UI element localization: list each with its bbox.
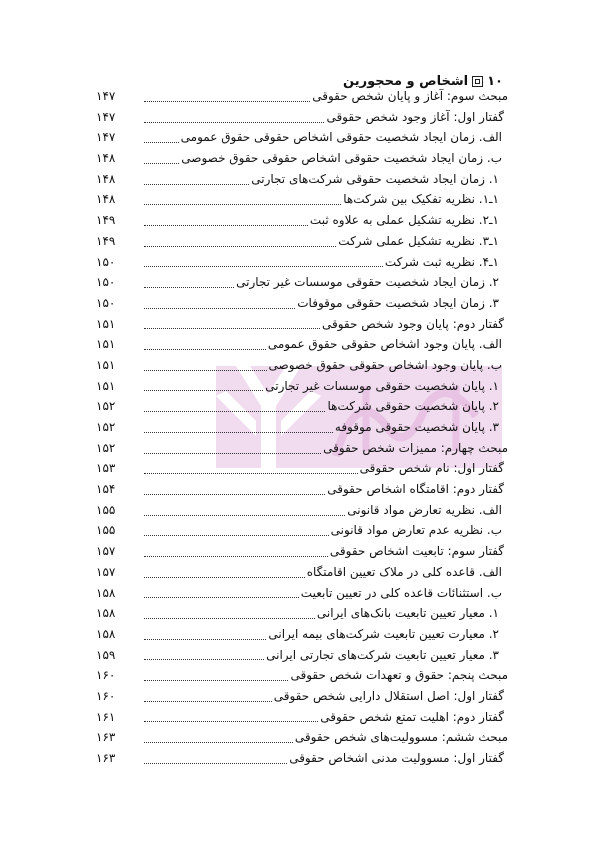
toc-entry-title: ۳. پایان شخصیت حقوقی موقوفه	[334, 420, 499, 434]
dot-leader	[144, 142, 179, 143]
toc-entry-title: ۱. پایان شخصیت حقوقی موسسات غیر تجارتی	[265, 378, 499, 393]
dot-leader	[144, 266, 383, 267]
toc-entry[interactable]	[96, 417, 508, 438]
toc-entry-page: ۱۴۷	[96, 109, 116, 124]
toc-entry-title: الف. قاعده کلی در ملاک تعیین اقامتگاه	[306, 564, 502, 579]
toc-entry-title: ۲. زمان ایجاد شخصیت حقوقی موسسات غیر تجارتی	[236, 275, 499, 290]
toc-entry-title: گفتار دوم: اقامتگاه اشخاص حقوقی	[327, 482, 504, 497]
toc-entry-title: گفتار سوم: تابعیت اشخاص حقوقی	[329, 544, 504, 559]
dot-leader	[144, 370, 267, 371]
toc-entry[interactable]	[96, 314, 508, 335]
toc-entry-page: ۱۵۵	[96, 502, 116, 517]
toc-entry-title: ۲. پایان شخصیت حقوقی شرکت‌ها	[327, 399, 499, 414]
toc-entry-page: ۱۵۷	[96, 564, 116, 579]
toc-entry[interactable]	[96, 169, 508, 190]
toc-entry-page: ۱۴۸	[96, 171, 116, 186]
book-title: اشخاص و محجورین	[343, 74, 469, 89]
dot-leader	[144, 122, 324, 123]
toc-entry-title: الف. نظریه تعارض مواد قانونی	[347, 502, 502, 517]
toc-entry[interactable]	[96, 583, 508, 604]
dot-leader	[144, 494, 325, 495]
toc-entry[interactable]	[96, 458, 508, 479]
toc-entry-title: ب. نظریه عدم تعارض مواد قانونی	[330, 523, 502, 538]
toc-entry-page: ۱۵۰	[96, 295, 116, 310]
dot-leader	[144, 535, 329, 536]
dot-leader	[144, 659, 264, 660]
dot-leader	[144, 287, 234, 288]
toc-entry-page: ۱۵۱	[96, 378, 116, 393]
toc-entry-page: ۱۴۷	[96, 130, 116, 145]
toc-entry-title: ۲. معیارت تعیین تابعیت شرکت‌های بیمه ایرانی	[268, 626, 499, 641]
toc-entry-title: گفتار دوم: پایان وجود شخص حقوقی	[321, 316, 504, 331]
toc-entry[interactable]	[96, 624, 508, 645]
dot-leader	[144, 163, 179, 164]
toc-entry-title: گفتار اول: آغاز وجود شخص حقوقی	[326, 109, 504, 124]
toc-entry[interactable]	[96, 127, 508, 148]
toc-entry[interactable]	[96, 665, 508, 686]
toc-entry-title: گفتار اول: مسوولیت مدنی اشخاص حقوقی	[289, 751, 504, 765]
toc-entry-title: ۱ـ۲. نظریه تشکیل عملی به علاوه ثبت	[309, 213, 499, 228]
toc-entry-page: ۱۶۳	[96, 730, 116, 745]
toc-entry[interactable]	[96, 252, 508, 273]
toc-entry[interactable]	[96, 707, 508, 728]
toc-entry[interactable]	[96, 148, 508, 169]
toc-entry-page: ۱۵۸	[96, 585, 116, 600]
toc-entry[interactable]	[96, 396, 508, 417]
toc-entry[interactable]	[96, 107, 508, 128]
dot-leader	[144, 101, 310, 102]
dot-leader	[144, 618, 315, 619]
dot-leader	[144, 308, 295, 309]
dot-leader	[144, 453, 321, 454]
dot-leader	[144, 763, 287, 764]
toc-entry[interactable]	[96, 603, 508, 624]
dot-leader	[144, 742, 293, 743]
toc-entry[interactable]	[96, 686, 508, 707]
toc-entry-title: مبحث چهارم: ممیزات شخص حقوقی	[323, 440, 508, 455]
toc-entry[interactable]	[96, 562, 508, 583]
toc-entry-title: ۱ـ۳. نظریه تشکیل عملی شرکت	[338, 233, 499, 248]
toc-entry-title: گفتار دوم: اهلیت تمتع شخص حقوقی	[320, 709, 504, 724]
toc-entry-page: ۱۴۸	[96, 151, 116, 166]
toc-entry[interactable]	[96, 231, 508, 252]
toc-entry[interactable]	[96, 479, 508, 500]
toc-entry-page: ۱۵۰	[96, 275, 116, 290]
toc-entry-page: ۱۵۰	[96, 254, 116, 269]
toc-entry-page: ۱۵۱	[96, 357, 116, 372]
toc-entry[interactable]	[96, 355, 508, 376]
toc-entry-title: ۳. زمان ایجاد شخصیت حقوقی موقوفات	[297, 295, 499, 310]
toc-entry-title: ۱ـ۴. نظریه ثبت شرکت	[384, 254, 499, 269]
toc-entry-title: ۱. معیار تعیین تابعیت بانک‌های ایرانی	[316, 606, 499, 621]
dot-leader	[144, 701, 272, 702]
toc-entry-title: ۳. معیار تعیین تابعیت شرکت‌های تجارتی ایرانی	[266, 647, 499, 662]
dot-leader	[144, 577, 305, 578]
toc-entry-title: ب. زمان ایجاد شخصیت حقوقی اشخاص حقوقی حقوق خصوصی	[181, 151, 502, 166]
dot-leader	[144, 225, 308, 226]
toc-entry-title: ۱ـ۱. نظریه تفکیک بین شرکت‌ها	[343, 192, 499, 207]
toc-entry-page: ۱۶۰	[96, 688, 116, 703]
toc-entry[interactable]	[96, 645, 508, 666]
dot-leader	[144, 680, 288, 681]
table-of-contents	[96, 86, 508, 769]
toc-entry[interactable]	[96, 727, 508, 748]
toc-entry[interactable]	[96, 748, 508, 769]
toc-entry[interactable]	[96, 210, 508, 231]
dot-leader	[144, 411, 325, 412]
toc-entry-page: ۱۵۴	[96, 482, 116, 497]
toc-entry[interactable]	[96, 541, 508, 562]
toc-entry[interactable]	[96, 334, 508, 355]
toc-entry-title: ۱. زمان ایجاد شخصیت حقوقی شرکت‌های تجارتی	[251, 171, 499, 186]
dot-leader	[144, 204, 341, 205]
toc-entry[interactable]	[96, 189, 508, 210]
dot-leader	[144, 328, 320, 329]
dot-leader	[144, 390, 263, 391]
toc-entry-page: ۱۵۱	[96, 337, 116, 352]
toc-entry-page: ۱۵۹	[96, 647, 116, 662]
dot-leader	[144, 184, 249, 185]
toc-entry-page: ۱۵۲	[96, 440, 116, 455]
toc-entry-page: ۱۵۲	[96, 420, 116, 434]
toc-entry[interactable]	[96, 86, 508, 107]
dot-leader	[144, 349, 266, 350]
toc-entry-page: ۱۵۱	[96, 316, 116, 331]
toc-entry-page: ۱۶۳	[96, 751, 116, 765]
dot-leader	[144, 246, 336, 247]
toc-entry-title: مبحث پنجم: حقوق و تعهدات شخص حقوقی	[290, 668, 508, 683]
toc-entry[interactable]	[96, 293, 508, 314]
dot-leader	[144, 432, 333, 433]
toc-entry-page: ۱۴۹	[96, 233, 116, 248]
toc-entry-page: ۱۵۸	[96, 606, 116, 621]
toc-entry-title: گفتار اول: اصل استقلال دارایی شخص حقوقی	[273, 688, 504, 703]
toc-entry-page: ۱۵۸	[96, 626, 116, 641]
toc-entry-title: گفتار اول: نام شخص حقوقی	[359, 461, 504, 476]
dot-leader	[144, 473, 358, 474]
toc-entry-page: ۱۵۲	[96, 399, 116, 414]
toc-entry[interactable]	[96, 500, 508, 521]
page-number: ۱۰	[487, 74, 503, 89]
toc-entry-page: ۱۵۵	[96, 523, 116, 538]
toc-entry[interactable]	[96, 376, 508, 397]
toc-entry-page: ۱۵۷	[96, 544, 116, 559]
toc-entry-page: ۱۴۹	[96, 213, 116, 228]
dot-leader	[144, 515, 345, 516]
dot-leader	[144, 721, 318, 722]
dot-leader	[144, 556, 328, 557]
dot-leader	[144, 639, 266, 640]
toc-entry-page: ۱۶۰	[96, 668, 116, 683]
toc-entry-title: ب. پایان وجود اشخاص حقوقی حقوق خصوصی	[268, 357, 502, 372]
toc-entry-title: ب. استثنائات قاعده کلی در تعیین تابعیت	[300, 585, 502, 600]
toc-entry[interactable]	[96, 520, 508, 541]
toc-entry[interactable]	[96, 272, 508, 293]
dot-leader	[144, 597, 299, 598]
toc-entry-title: الف. زمان ایجاد شخصیت حقوقی اشخاص حقوقی حقوق عمومی	[180, 130, 502, 145]
toc-entry-page: ۱۵۳	[96, 461, 116, 476]
toc-entry-title: مبحث سوم: آغاز و پایان شخص حقوقی	[312, 89, 508, 103]
toc-entry-page: ۱۶۱	[96, 709, 116, 724]
toc-entry[interactable]	[96, 438, 508, 459]
toc-entry-title: مبحث ششم: مسوولیت‌های شخص حقوقی	[294, 730, 508, 745]
toc-entry-page: ۱۴۷	[96, 89, 116, 103]
toc-entry-page: ۱۴۸	[96, 192, 116, 207]
toc-entry-title: الف. پایان وجود اشخاص حقوقی حقوق عمومی	[267, 337, 502, 352]
